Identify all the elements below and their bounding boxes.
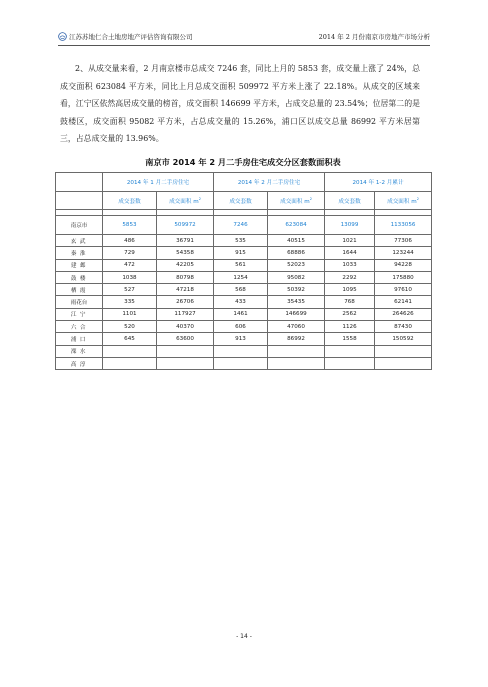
value-cell — [268, 345, 325, 357]
value-cell: 95082 — [268, 271, 325, 283]
table-row — [56, 271, 432, 283]
value-cell: 1021 — [325, 235, 375, 247]
value-cell — [325, 345, 375, 357]
value-cell — [103, 357, 157, 369]
value-cell: 150592 — [375, 333, 432, 345]
value-cell: 40515 — [268, 235, 325, 247]
value-cell: 1558 — [325, 333, 375, 345]
corner-cell — [56, 173, 103, 192]
value-cell: 2292 — [325, 271, 375, 283]
value-cell: 77306 — [375, 235, 432, 247]
value-cell: 86992 — [268, 333, 325, 345]
value-cell — [375, 345, 432, 357]
header-divider — [58, 45, 430, 46]
area-header: 成交面积 $m^2$ — [375, 192, 432, 210]
value-cell: 568 — [214, 284, 268, 296]
value-cell: 87430 — [375, 321, 432, 333]
value-cell: 1101 — [103, 308, 157, 320]
value-cell: 1644 — [325, 247, 375, 259]
value-cell: 486 — [103, 235, 157, 247]
value-cell: 2562 — [325, 308, 375, 320]
value-cell: 97610 — [375, 284, 432, 296]
area-header: 成交面积 $m^2$ — [268, 192, 325, 210]
district-name-cell: 六合 — [56, 321, 103, 333]
value-cell — [268, 357, 325, 369]
value-cell: 175880 — [375, 271, 432, 283]
table-row — [56, 321, 432, 333]
value-cell: 433 — [214, 296, 268, 308]
district-name-cell: 栖霞 — [56, 284, 103, 296]
value-cell: 52023 — [268, 259, 325, 271]
total-value-cell: 623084 — [268, 216, 325, 235]
table-row — [56, 259, 432, 271]
table-row — [56, 284, 432, 296]
value-cell: 561 — [214, 259, 268, 271]
value-cell: 520 — [103, 321, 157, 333]
units-header: 成交套数 — [214, 192, 268, 210]
value-cell: 42205 — [157, 259, 214, 271]
period-header: 2014 年 2 月二手房住宅 — [214, 173, 325, 192]
value-cell: 94228 — [375, 259, 432, 271]
value-cell — [214, 345, 268, 357]
period-header-row — [56, 173, 432, 192]
page-number: - 14 - — [236, 633, 252, 640]
total-value-cell: 1133056 — [375, 216, 432, 235]
company-name: 江苏苏地仁合土地房地产评估咨询有限公司 — [69, 33, 193, 41]
value-cell: 47218 — [157, 284, 214, 296]
district-name-cell: 建邺 — [56, 259, 103, 271]
value-cell: 264626 — [375, 308, 432, 320]
total-value-cell: 13099 — [325, 216, 375, 235]
table-row — [56, 235, 432, 247]
body-text — [60, 60, 420, 148]
district-name-cell: 鼓楼 — [56, 271, 103, 283]
value-cell: 47060 — [268, 321, 325, 333]
period-header: 2014 年 1-2 月累计 — [325, 173, 432, 192]
company-logo-icon — [58, 32, 67, 41]
value-cell — [375, 357, 432, 369]
table-row — [56, 308, 432, 320]
value-cell — [103, 345, 157, 357]
value-cell: 68886 — [268, 247, 325, 259]
value-cell: 117927 — [157, 308, 214, 320]
value-cell: 1038 — [103, 271, 157, 283]
value-cell: 1126 — [325, 321, 375, 333]
table-row — [56, 247, 432, 259]
value-cell: 472 — [103, 259, 157, 271]
page-header — [58, 30, 430, 44]
value-cell: 729 — [103, 247, 157, 259]
table-row — [56, 296, 432, 308]
district-name-cell: 秦淮 — [56, 247, 103, 259]
value-cell: 26706 — [157, 296, 214, 308]
value-cell: 768 — [325, 296, 375, 308]
paragraph-volume-analysis: 2、从成交量来看，2 月南京楼市总成交 7246 套，同比上月的 5853 套，成交量上涨了 24%，总成交面积 623084 平方米，同比上月总成交面积 509972 平方米上涨了 22.18%。从成交的区域来看，江宁区依然高居成交量的榜首，成交面积 146699 平方米，占成交总量的 23.54%；位居第二的是鼓楼区，成交面积 95082 平方米，占总成交量的 15.26%，浦口区以成交总量 86992 平方米居第三，占总成交量的 13.96%。 — [60, 64, 420, 144]
value-cell — [214, 357, 268, 369]
total-value-cell: 509972 — [157, 216, 214, 235]
value-cell: 606 — [214, 321, 268, 333]
sub-header-row — [56, 192, 432, 210]
value-cell: 62141 — [375, 296, 432, 308]
value-cell: 913 — [214, 333, 268, 345]
value-cell: 335 — [103, 296, 157, 308]
value-cell: 1033 — [325, 259, 375, 271]
area-header: 成交面积 $m^2$ — [157, 192, 214, 210]
value-cell: 63600 — [157, 333, 214, 345]
units-header: 成交套数 — [325, 192, 375, 210]
units-header: 成交套数 — [103, 192, 157, 210]
value-cell: 645 — [103, 333, 157, 345]
district-sales-table — [55, 172, 432, 370]
district-name-cell: 溧水 — [56, 345, 103, 357]
value-cell — [325, 357, 375, 369]
value-cell — [157, 357, 214, 369]
value-cell: 1254 — [214, 271, 268, 283]
report-title: 2014 年 2 月份南京市房地产市场分析 — [318, 33, 430, 41]
total-value-cell: 7246 — [214, 216, 268, 235]
district-name-cell: 雨花台 — [56, 296, 103, 308]
value-cell: 1095 — [325, 284, 375, 296]
total-row — [56, 216, 432, 235]
district-name-cell: 江宁 — [56, 308, 103, 320]
value-cell: 50392 — [268, 284, 325, 296]
value-cell: 146699 — [268, 308, 325, 320]
value-cell: 80798 — [157, 271, 214, 283]
value-cell: 1461 — [214, 308, 268, 320]
district-name-cell: 浦口 — [56, 333, 103, 345]
value-cell: 36791 — [157, 235, 214, 247]
value-cell: 35435 — [268, 296, 325, 308]
table-row — [56, 357, 432, 369]
district-name-cell: 高淳 — [56, 357, 103, 369]
value-cell: 54358 — [157, 247, 214, 259]
district-name-cell: 玄武 — [56, 235, 103, 247]
table-title: 南京市 2014 年 2 月二手房住宅成交分区套数面积表 — [145, 157, 341, 167]
corner-cell — [56, 192, 103, 210]
value-cell — [157, 345, 214, 357]
table-row — [56, 333, 432, 345]
total-name-cell: 南京市 — [56, 216, 103, 235]
value-cell: 123244 — [375, 247, 432, 259]
value-cell: 535 — [214, 235, 268, 247]
total-value-cell: 5853 — [103, 216, 157, 235]
value-cell: 915 — [214, 247, 268, 259]
value-cell: 527 — [103, 284, 157, 296]
value-cell: 40370 — [157, 321, 214, 333]
period-header: 2014 年 1 月二手房住宅 — [103, 173, 214, 192]
table-row — [56, 345, 432, 357]
